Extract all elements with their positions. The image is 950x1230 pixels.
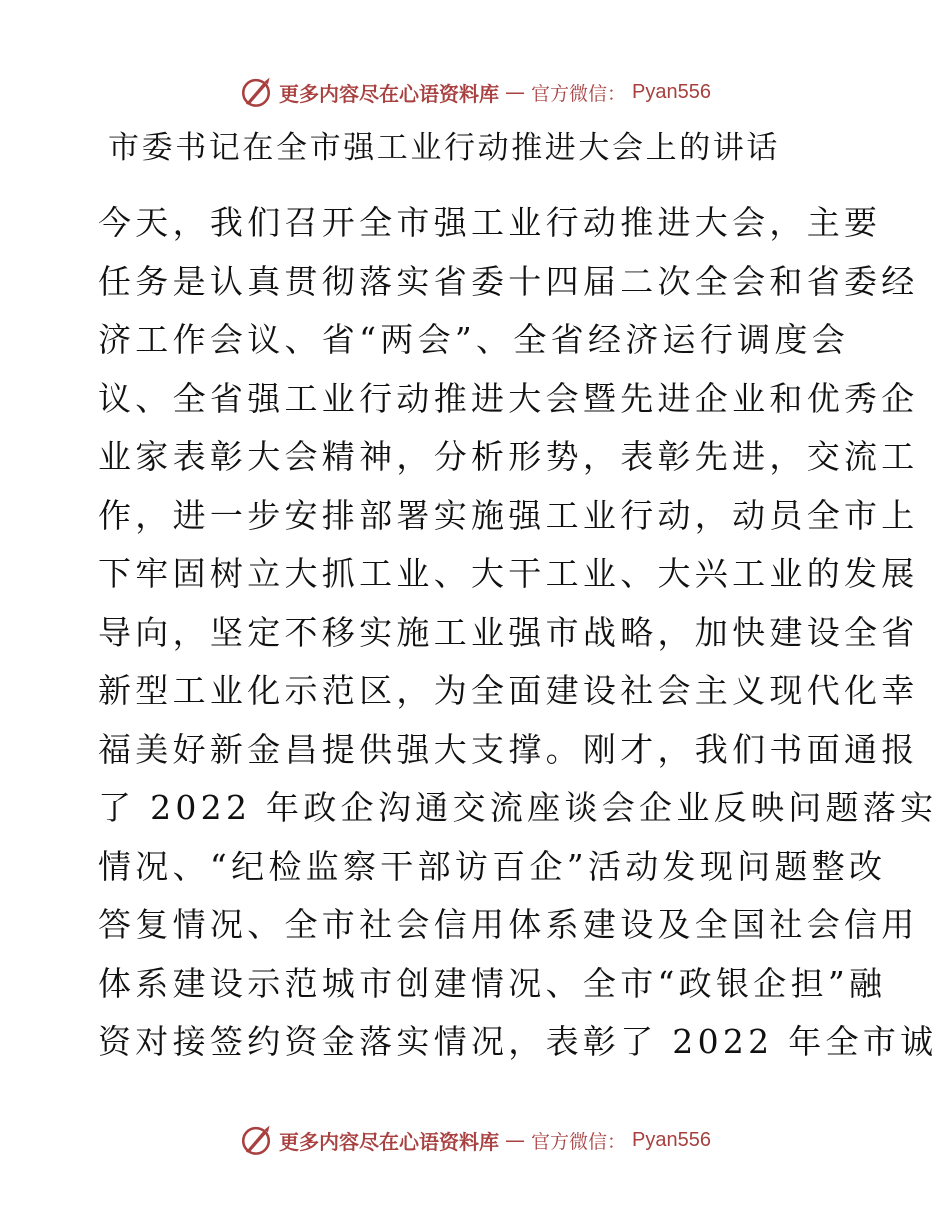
body-line: 资对接签约资金落实情况，表彰了 2022 年全市诚 [98, 1022, 938, 1061]
body-line: 任务是认真贯彻落实省委十四届二次全会和省委经 [98, 261, 919, 301]
body-line: 体系建设示范城市创建情况、全市“政银企担”融 [98, 963, 887, 1003]
body-line: 情况、“纪检监察干部访百企”活动发现问题整改 [98, 846, 887, 886]
body-line: 济工作会议、省“两会”、全省经济运行调度会 [98, 320, 850, 359]
quill-logo-icon [239, 1123, 273, 1157]
body-line: 答复情况、全市社会信用体系建设及全国社会信用 [98, 905, 919, 944]
body-line: 作，进一步安排部署实施强工业行动，动员全市上 [98, 495, 919, 535]
body-line: 今天，我们召开全市强工业行动推进大会，主要 [98, 203, 882, 242]
watermark-wechat-label: 官方微信： [531, 1130, 627, 1153]
document-body [98, 194, 938, 1072]
body-line: 福美好新金昌提供强大支撑。刚才，我们书面通报 [98, 729, 919, 769]
body-line: 议、全省强工业行动推进大会暨先进企业和优秀企 [98, 378, 919, 418]
watermark-banner-top [0, 72, 950, 112]
watermark-banner-bottom [0, 1120, 950, 1160]
body-line: 新型工业化示范区，为全面建设社会主义现代化幸 [98, 671, 919, 710]
body-line: 了 2022 年政企沟通交流座谈会企业反映问题落实 [98, 788, 938, 827]
document-title: 市委书记在全市强工业行动推进大会上的讲话 [108, 130, 780, 166]
watermark-text: 更多内容尽在心语资料库 [279, 1129, 499, 1154]
watermark-content [239, 75, 711, 109]
quill-logo-icon [239, 75, 273, 109]
body-line: 业家表彰大会精神，分析形势，表彰先进，交流工 [98, 437, 919, 476]
watermark-content [239, 1123, 711, 1157]
watermark-separator: — [505, 80, 525, 104]
body-line: 下牢固树立大抓工业、大干工业、大兴工业的发展 [98, 554, 919, 593]
watermark-wechat-label: 官方微信： [531, 82, 627, 105]
watermark-separator: — [505, 1128, 525, 1152]
watermark-wechat-id: Pyan556 [632, 1128, 711, 1151]
watermark-text: 更多内容尽在心语资料库 [279, 81, 499, 106]
watermark-wechat-id: Pyan556 [632, 80, 711, 103]
body-line: 导向，坚定不移实施工业强市战略，加快建设全省 [98, 612, 919, 652]
